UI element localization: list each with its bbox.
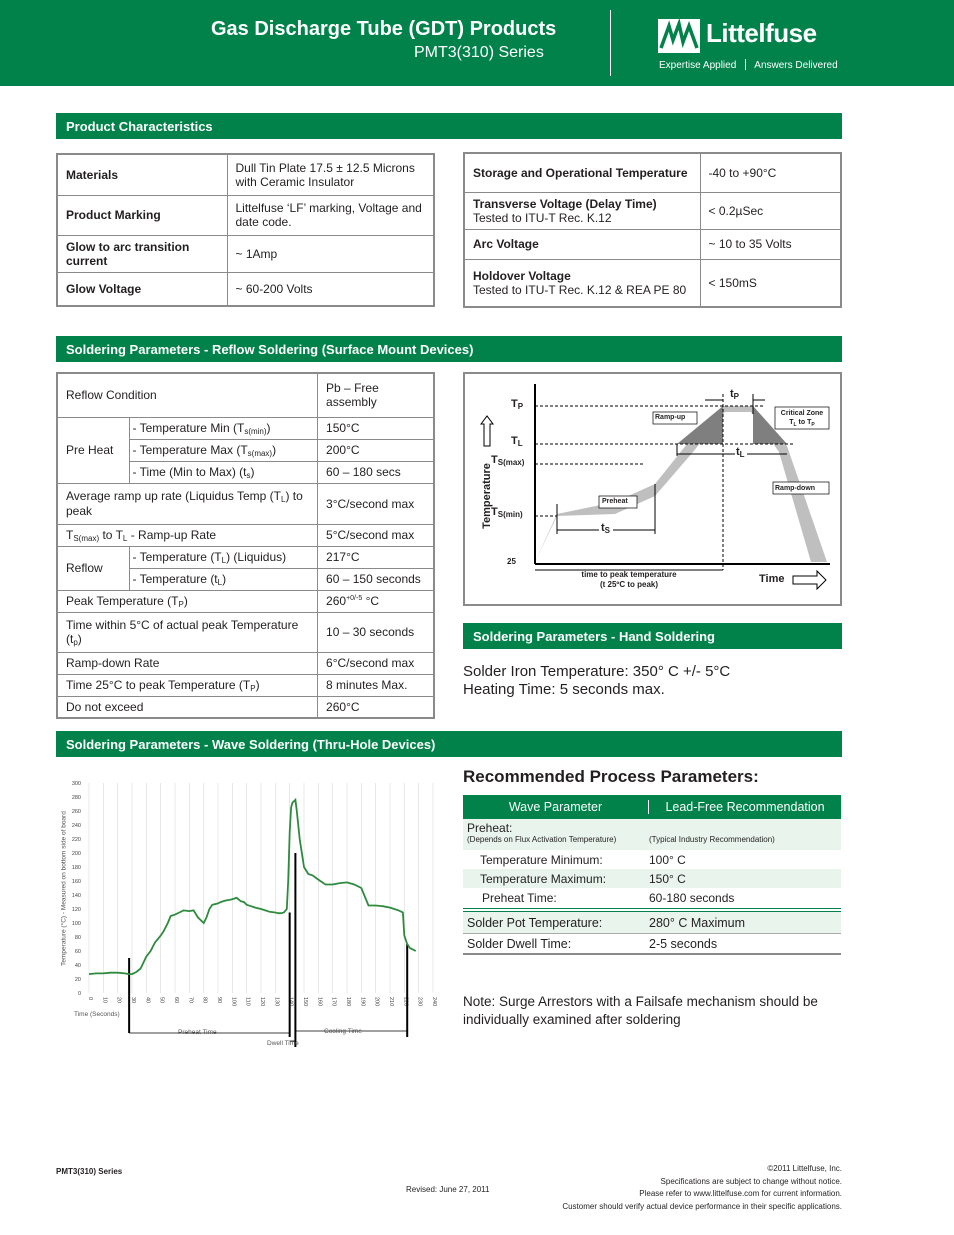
avg-ramp-value: 3°C/second max [318, 483, 434, 524]
ts-to-tl-value: 5°C/second max [318, 524, 434, 546]
wave-y-axis-label: Temperature (°C) - Measured on bottom side of board [60, 811, 68, 966]
series-name: PMT3(310) Series [414, 44, 544, 61]
x-tick-label: 100 [230, 997, 237, 1007]
x-tick-label: 220 [402, 997, 409, 1007]
tsmax-label [491, 454, 524, 467]
transverse-note: Tested to ITU-T Rec. K.12 [473, 210, 612, 225]
glow-arc-label: Glow to arc transition current [57, 235, 227, 272]
y-tick-label: 120 [71, 907, 81, 913]
characteristics-table-left [56, 153, 435, 307]
rf-t1-text: - Temperature (T [132, 549, 222, 564]
t25-sub: P [250, 683, 256, 693]
header-divider [610, 10, 611, 76]
characteristics-table-right [463, 152, 842, 308]
footer-line4: Customer should verify actual device performance in their specific applications. [562, 1201, 842, 1211]
within-value: 10 – 30 seconds [318, 612, 434, 652]
y-tick-label: 140 [71, 893, 81, 899]
tsmin-sub: S(min) [497, 510, 523, 519]
tsmax-text: T [491, 454, 498, 466]
preheat-label-text: Preheat: [467, 821, 513, 835]
preheat-time-label: Preheat Time [178, 1029, 217, 1036]
reflow-label: Reflow [57, 546, 129, 590]
transverse-label: Transverse Voltage (Delay Time) [473, 196, 657, 211]
x-tick-label: 30 [130, 997, 136, 1004]
reflow-t2-value: 60 – 150 seconds [318, 568, 434, 590]
solder-pot-value: 280° C Maximum [649, 915, 745, 930]
time-sub: s [246, 470, 251, 480]
holdover-value: < 150mS [700, 259, 841, 307]
footer-copyright: ©2011 Littelfuse, Inc. [767, 1164, 842, 1173]
x-tick-label: 120 [259, 997, 265, 1007]
tl-text: T [511, 435, 518, 447]
rampdown-value: 6°C/second max [318, 652, 434, 674]
tmin-text: - Temperature Min (T [132, 420, 245, 435]
glow-voltage-label: Glow Voltage [57, 272, 227, 306]
wave-chart [56, 775, 446, 1050]
tsmin-label [491, 506, 523, 519]
col-lead-free: Lead-Free Recommendation [665, 800, 825, 814]
y-tick-label: 80 [74, 935, 81, 941]
x-tick-label: 180 [345, 997, 351, 1007]
ts-to-tl-b: to T [99, 527, 123, 542]
time-to-peak-line1: time to peak temperature [581, 570, 677, 579]
x-tick-label: 140 [287, 997, 294, 1007]
preheat-time-row [463, 888, 841, 909]
tmax-label: - Temperature Max $(T_{s(max)})$ [129, 439, 318, 461]
page-header [0, 0, 954, 86]
solder-dwell-row [463, 933, 841, 955]
y-tick-label: 180 [71, 865, 81, 871]
within-text: Time within 5°C of actual peak Temperature (t [66, 617, 299, 646]
storage-label: Storage and Operational Temperature [473, 165, 688, 180]
small-tl-sub: L [739, 450, 745, 459]
reflow-t2-label: - Temperature $(t_L)$ [129, 568, 318, 590]
critical-zone-line1: Critical Zone [780, 410, 824, 417]
within-label: Time within 5°C of actual peak Temperature $(t_p)$ [57, 612, 318, 652]
rf-t1-sub: L [221, 555, 227, 565]
temperature-arrow-icon [481, 416, 493, 446]
wave-heading: Soldering Parameters - Wave Soldering (Thru-Hole Devices) [56, 731, 842, 757]
x-tick-label: 70 [187, 997, 194, 1004]
cz-to: to T [796, 419, 812, 426]
preheat-time-row-label: Preheat Time: [482, 891, 557, 905]
x-tick-label: 210 [388, 997, 394, 1007]
notexceed-label: Do not exceed [57, 696, 318, 718]
preheat-cell [463, 819, 649, 850]
arc-voltage-label: Arc Voltage [473, 237, 539, 251]
t25-label: Time 25°C to peak Temperature $(T_P)$ [57, 674, 318, 696]
x-tick-label: 190 [359, 997, 366, 1007]
y-tick-label: 20 [74, 977, 81, 983]
rf-t2-sub: L [217, 577, 223, 587]
peak-value [318, 590, 434, 612]
failsafe-note: Note: Surge Arrestors with a Failsafe mechanism should be individually examined after soldering [463, 994, 818, 1027]
transverse-value: < 0.2µSec [700, 192, 841, 229]
tagline-right: Answers Delivered [754, 60, 838, 71]
tagline-separator [745, 59, 746, 70]
tl-label [511, 435, 523, 448]
peak-sub: P [178, 599, 184, 609]
temperature-axis-label: Temperature [481, 463, 493, 529]
tmax-value: 200°C [318, 439, 434, 461]
y-tick-label: 280 [71, 795, 81, 801]
footer-series: PMT3(310) Series [56, 1167, 123, 1176]
ts-to-tl-a: T [66, 527, 74, 542]
y-tick-label: 220 [71, 837, 81, 843]
hand-soldering-text [463, 663, 730, 699]
tp-label [511, 398, 523, 411]
holdover-label: Holdover Voltage [473, 268, 571, 283]
preheat-rec: (Typical Industry Recommendation) [649, 835, 775, 844]
tmax-row-label: Temperature Maximum: [480, 871, 607, 886]
peak-num: 260 [326, 594, 347, 608]
footer-revised: Revised: June 27, 2011 [406, 1185, 490, 1194]
reflow-heading: Soldering Parameters - Reflow Soldering (Surface Mount Devices) [56, 336, 842, 362]
tsmin-text: T [491, 506, 498, 518]
t25-value: 8 minutes Max. [318, 674, 434, 696]
glow-voltage-value: ~ 60-200 Volts [227, 272, 434, 306]
reflow-t1-label [129, 546, 318, 568]
tmax-row [463, 869, 841, 888]
avg-ramp-tail: ) to peak [66, 489, 303, 518]
brand-tagline [659, 59, 838, 71]
marking-value: Littelfuse ‘LF’ marking, Voltage and date code. [227, 195, 434, 235]
avg-ramp-sub: L [281, 495, 286, 504]
time-to-peak-line2: (t 25ºC to peak) [599, 580, 659, 589]
small-ts-text: t [601, 522, 605, 534]
materials-label: Materials [57, 154, 227, 195]
x-tick-label: 200 [373, 997, 380, 1007]
y-tick-label: 0 [77, 991, 81, 997]
x-tick-label: 240 [431, 997, 437, 1007]
preheat-label: Pre Heat [57, 417, 129, 483]
cz-l: L [793, 422, 797, 428]
rf-t2-text: - Temperature (t [132, 571, 218, 586]
tmin-row-value: 100° C [649, 852, 686, 867]
tmin-label: - Temperature Min $(T_{s(min)})$ [129, 417, 318, 439]
peak-text: Peak Temperature (T [66, 593, 179, 608]
y-tick-label: 40 [74, 963, 81, 969]
x-tick-label: 150 [302, 997, 308, 1007]
peak-sup: +0/-5 [346, 595, 363, 602]
x-tick-label: 20 [115, 997, 122, 1004]
x-tick-label: 160 [316, 997, 323, 1007]
wave-chart-svg [56, 775, 446, 1050]
rf-t1-tail: ) (Liquidus) [226, 549, 287, 564]
x-tick-label: 0 [87, 997, 93, 1001]
avg-ramp-label [57, 483, 318, 524]
critical-zone-label [776, 409, 828, 430]
holdover-note: Tested to ITU-T Rec. K.12 & REA PE 80 [473, 282, 687, 297]
x-tick-label: 60 [173, 997, 179, 1004]
recommended-table [463, 795, 841, 955]
tmin-sub: s(min) [244, 426, 267, 436]
tmax-row-value: 150° C [649, 871, 686, 886]
ts-to-tl-sub: S(max) [73, 533, 100, 543]
x-tick-label: 40 [144, 997, 151, 1004]
x-tick-label: 110 [244, 997, 251, 1006]
time-axis-label: Time [759, 573, 785, 585]
small-tp-text: t [730, 388, 734, 400]
hand-soldering-line1: Solder Iron Temperature: 350° C +/- 5°C [463, 663, 731, 680]
small-tl-text: t [736, 446, 740, 458]
critical-zone-line2 [776, 418, 828, 430]
dwell-time-label: Dwell Time [267, 1040, 299, 1047]
solder-dwell-value: 2-5 seconds [649, 936, 718, 951]
x-tick-label: 80 [201, 997, 208, 1004]
x-tick-label: 230 [416, 997, 423, 1007]
tsmax-sub: S(max) [497, 458, 525, 467]
y-tick-label: 240 [71, 823, 81, 829]
cooling-time-label: Cooling Time [324, 1028, 362, 1035]
glow-arc-value: ~ 1Amp [227, 235, 434, 272]
y-tick-label: 60 [74, 949, 81, 955]
tp-sub: P [517, 402, 524, 411]
peak-unit: °C [362, 594, 380, 608]
preheat-row [463, 819, 841, 850]
y-tick-label: 100 [71, 921, 81, 927]
t25-text: Time 25°C to peak Temperature (T [66, 677, 251, 692]
x-tick-label: 50 [158, 997, 165, 1004]
ts-to-tl-sub2: L [122, 533, 128, 543]
y-tick-label: 260 [71, 809, 81, 815]
notexceed-value: 260°C [318, 696, 434, 718]
hand-soldering-line2: Heating Time: 5 seconds max. [463, 681, 665, 698]
tl-sub: L [517, 439, 523, 448]
materials-value: Dull Tin Plate 17.5 ± 12.5 Microns with Ceramic Insulator [227, 154, 434, 195]
tagline-left: Expertise Applied [659, 60, 737, 71]
within-sub: p [73, 637, 78, 647]
marking-label: Product Marking [57, 195, 227, 235]
reflow-t1-value: 217°C [318, 546, 434, 568]
preheat-diagram-label: Preheat [602, 498, 628, 505]
rampdown-label: Ramp-down Rate [57, 652, 318, 674]
reflow-profile-diagram [463, 372, 842, 606]
col-wave-parameter: Wave Parameter [463, 800, 649, 814]
time-arrow-icon [793, 571, 826, 589]
cz-t: T [789, 419, 794, 426]
tmax-sub: s(max) [247, 448, 273, 458]
ts-to-tl-label [57, 524, 318, 546]
avg-ramp-text: Average ramp up rate (Liquidus Temp (T [66, 489, 281, 503]
time-minmax-value: 60 – 180 secs [318, 461, 434, 483]
reflow-condition-label: Reflow Condition [57, 373, 318, 417]
recommended-header-row [463, 795, 841, 819]
temperature-series-line [89, 800, 416, 974]
hand-soldering-heading: Soldering Parameters - Hand Soldering [463, 623, 842, 649]
x-tick-label: 170 [330, 997, 337, 1007]
solder-dwell-label: Solder Dwell Time: [467, 936, 572, 951]
reflow-table [56, 372, 435, 719]
arc-voltage-value: ~ 10 to 35 Volts [700, 229, 841, 259]
page-title: Gas Discharge Tube (GDT) Products [211, 18, 557, 40]
small-ts-sub: S [604, 526, 611, 535]
x-tick-label: 130 [273, 997, 280, 1007]
reflow-condition-value: Pb – Free assembly [318, 373, 434, 417]
y-tick-label: 300 [71, 781, 81, 787]
y-tick-label: 200 [71, 851, 81, 857]
x-tick-label: 10 [101, 997, 108, 1004]
small-tl-label [736, 446, 745, 459]
footer-legal [562, 1163, 842, 1213]
solder-pot-row [463, 911, 841, 933]
x-tick-label: 90 [216, 997, 222, 1004]
ts-to-tl-c: - Ramp-up Rate [127, 527, 217, 542]
storage-value: -40 to +90°C [700, 153, 841, 192]
peak-label: Peak Temperature $(T_P)$ [57, 590, 318, 612]
t25-axis-label: 25 [507, 557, 516, 566]
preheat-note: (Depends on Flux Activation Temperature) [467, 835, 617, 844]
solder-pot-label: Solder Pot Temperature: [467, 915, 603, 930]
y-tick-label: 160 [71, 879, 81, 885]
cz-p: P [811, 422, 815, 428]
preheat-time-row-value: 60-180 seconds [649, 891, 735, 905]
small-tp-label [730, 388, 739, 401]
littelfuse-logo-icon [657, 18, 701, 54]
small-tp-sub: P [733, 392, 740, 401]
tmin-value: 150°C [318, 417, 434, 439]
footer-line3: Please refer to www.littelfuse.com for current information. [639, 1189, 842, 1198]
small-ts-label [601, 522, 610, 535]
wave-x-axis-label: Time (Seconds) [74, 1011, 120, 1018]
ramp-down-label: Ramp-down [775, 485, 816, 492]
time-text: - Time (Min to Max) (t [132, 464, 247, 479]
footer-line2: Specifications are subject to change without notice. [660, 1176, 842, 1186]
brand-name: Littelfuse [706, 18, 817, 48]
tmin-row-label: Temperature Minimum: [480, 852, 603, 867]
product-characteristics-heading: Product Characteristics [56, 113, 842, 139]
time-minmax-label: - Time (Min to Max) $(t_s)$ [129, 461, 318, 483]
ramp-up-label: Ramp-up [655, 414, 686, 421]
recommended-title: Recommended Process Parameters: [463, 767, 759, 786]
tmax-text: - Temperature Max (T [132, 442, 248, 457]
time-to-peak-label [541, 570, 717, 590]
tmin-row [463, 850, 841, 869]
tp-text: T [511, 398, 518, 410]
